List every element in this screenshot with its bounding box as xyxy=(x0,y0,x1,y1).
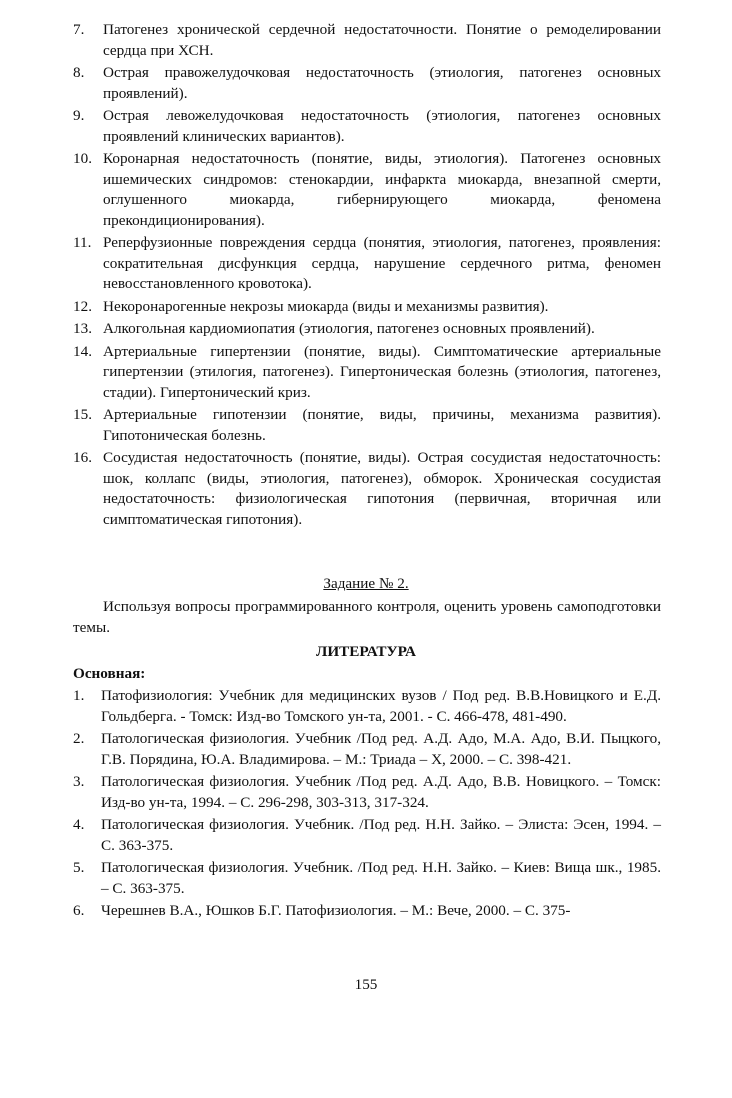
question-item xyxy=(73,319,661,340)
task-text: Используя вопросы программированного контроля, оценить уровень самоподготовки темы. xyxy=(73,598,661,636)
reference-number: 4. xyxy=(73,816,85,833)
reference-item xyxy=(73,686,661,727)
question-item xyxy=(73,106,661,147)
reference-item xyxy=(73,858,661,899)
reference-text: Патологическая физиология. Учебник /Под ред. А.Д. Адо, В.В. Новицкого. – Томск: Изд-во ун-та, 1994. – С. 296-298, 303-313, 317-324. xyxy=(101,773,661,811)
reference-item xyxy=(73,729,661,770)
literature-title: ЛИТЕРАТУРА xyxy=(316,643,416,660)
page-number: 155 xyxy=(354,976,378,993)
literature-subtitle: Основная: xyxy=(73,665,146,682)
question-text: Патогенез хронической сердечной недостаточности. Понятие о ремоделировании сердца при ХСН. xyxy=(103,21,661,59)
reference-number: 3. xyxy=(73,773,85,790)
question-item xyxy=(73,342,661,404)
question-number: 12. xyxy=(73,297,92,315)
reference-text: Патологическая физиология. Учебник. /Под ред. Н.Н. Зайко. – Киев: Вища шк., 1985. – С. 363-375. xyxy=(101,859,661,897)
reference-list xyxy=(73,686,661,924)
reference-number: 1. xyxy=(73,687,85,704)
question-number: 9. xyxy=(73,107,85,124)
question-number: 14. xyxy=(73,342,92,360)
question-item xyxy=(73,297,661,318)
question-text: Сосудистая недостаточность (понятие, виды). Острая сосудистая недостаточность: шок, коллапс (виды, этиология, патогенез), обморок. Хроническая сосудистая недостаточность: физиологическая гипотония (первичная, вторичная или симптоматическая гипотония). xyxy=(103,449,661,528)
reference-text: Патологическая физиология. Учебник. /Под ред. Н.Н. Зайко. – Элиста: Эсен, 1994. – С. 363-375. xyxy=(101,816,661,854)
reference-item xyxy=(73,815,661,856)
reference-number: 5. xyxy=(73,859,85,876)
question-item xyxy=(73,149,661,231)
question-number: 15. xyxy=(73,406,92,423)
task-title: Задание № 2. xyxy=(323,575,409,592)
question-text: Коронарная недостаточность (понятие, виды, этиология). Патогенез основных ишемических синдромов: стенокардии, инфаркта миокарда, внезапной смерти, оглушенного миокарда, гибернирующего миокарда, феномена прекондиционирования). xyxy=(103,150,661,229)
question-item xyxy=(73,405,661,446)
reference-item xyxy=(73,772,661,813)
question-text: Артериальные гипотензии (понятие, виды, причины, механизма развития). Гипотоническая болезнь. xyxy=(103,406,661,444)
question-list xyxy=(73,20,661,532)
reference-number: 6. xyxy=(73,902,85,919)
reference-item xyxy=(73,901,661,922)
question-text: Реперфузионные повреждения сердца (понятия, этиология, патогенез, проявления: сократительная дисфункция сердца, нарушение сердечного ритма, феномен невосстановленного кровотока). xyxy=(103,234,661,292)
reference-number: 2. xyxy=(73,730,85,747)
question-item xyxy=(73,448,661,530)
question-number: 13. xyxy=(73,320,92,337)
question-number: 16. xyxy=(73,449,92,466)
question-text: Алкогольная кардиомиопатия (этиология, патогенез основных проявлений). xyxy=(103,320,595,337)
question-number: 10. xyxy=(73,150,92,167)
reference-text: Патофизиология: Учебник для медицинских вузов / Под ред. В.В.Новицкого и Е.Д. Гольдберга. - Томск: Изд-во Томского ун-та, 2001. - С. 466-478, 481-490. xyxy=(101,687,661,725)
question-item xyxy=(73,20,661,61)
question-number: 11. xyxy=(73,234,92,251)
reference-text: Патологическая физиология. Учебник /Под ред. А.Д. Адо, М.А. Адо, В.И. Пыцкого, Г.В. Порядина, Ю.А. Владимирова. – М.: Триада – Х, 2000. – С. 398-421. xyxy=(101,730,661,768)
question-number: 7. xyxy=(73,21,85,38)
question-text: Острая левожелудочковая недостаточность (этиология, патогенез основных проявлений клинических вариантов). xyxy=(103,107,661,145)
question-text: Артериальные гипертензии (понятие, виды). Симптоматические артериальные гипертензии (этилогия, патогенез). Гипертоническая болезнь (этиология, патогенез, стадии). Гипертонический криз. xyxy=(103,342,661,401)
question-item xyxy=(73,63,661,104)
question-number: 8. xyxy=(73,64,85,81)
question-text: Острая правожелудочковая недостаточность (этиология, патогенез основных проявлений). xyxy=(103,64,661,102)
question-item xyxy=(73,233,661,295)
question-text: Некоронарогенные некрозы миокарда (виды и механизмы развития). xyxy=(103,297,549,315)
reference-text: Черешнев В.А., Юшков Б.Г. Патофизиология. – М.: Вече, 2000. – С. 375- xyxy=(101,902,571,919)
